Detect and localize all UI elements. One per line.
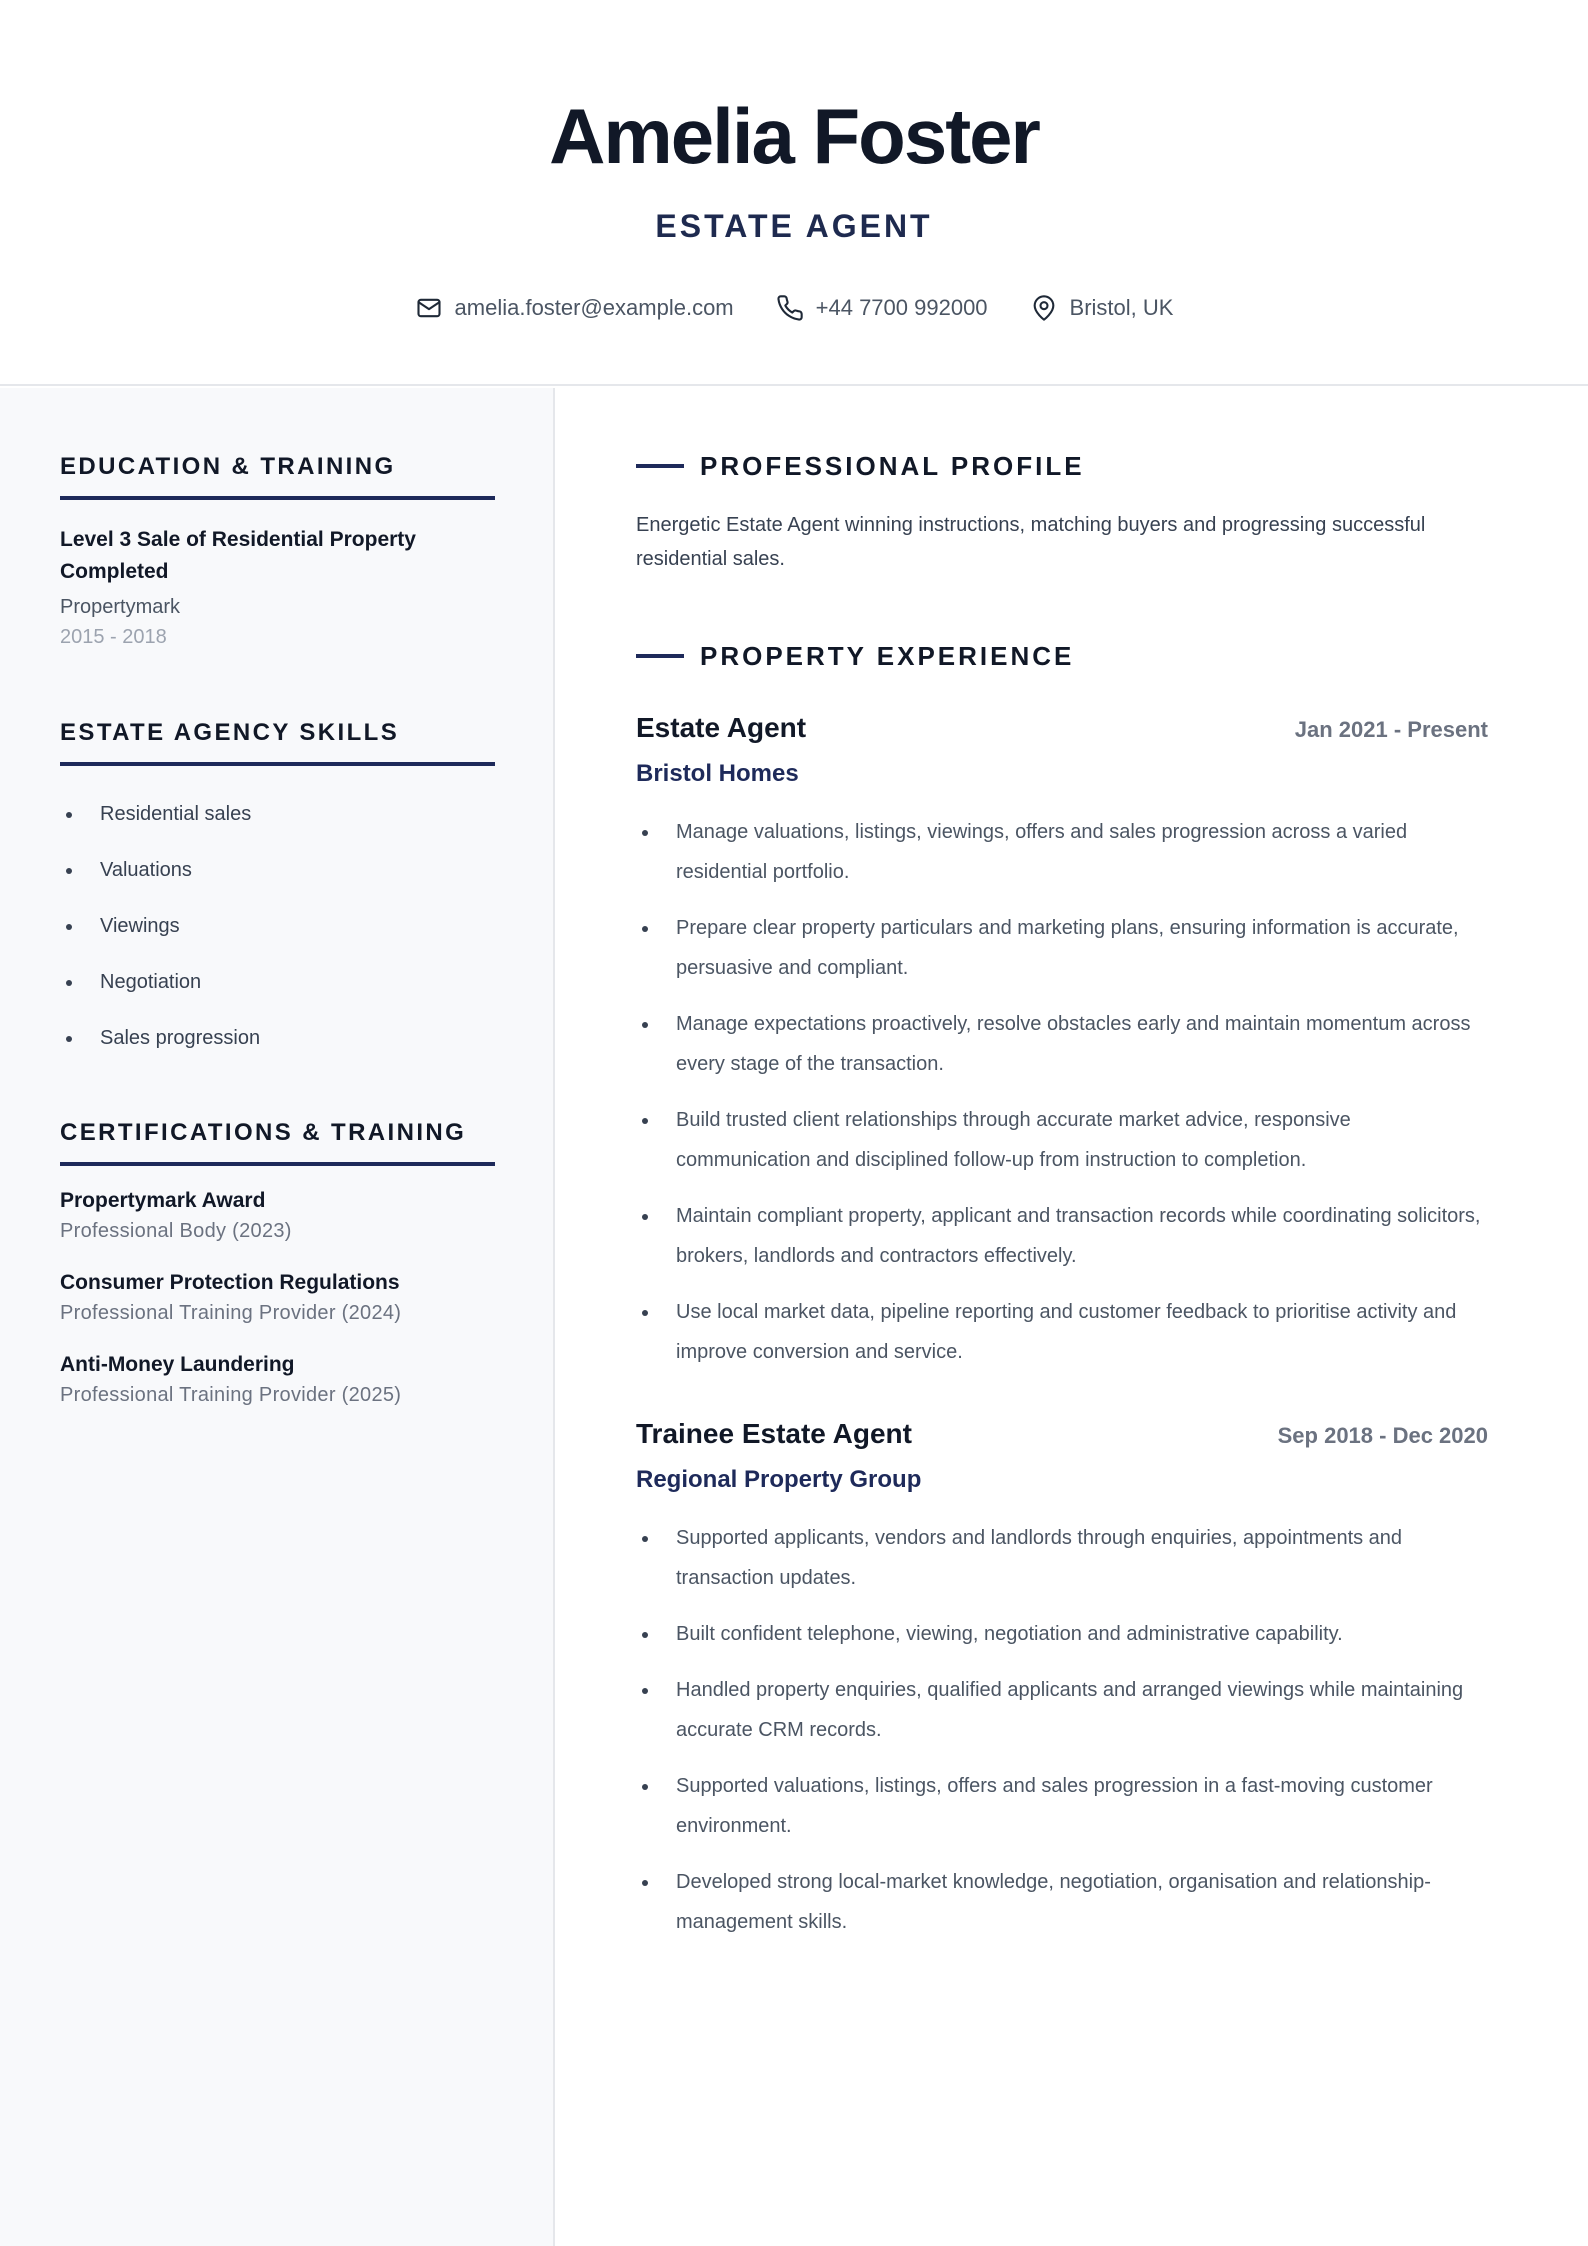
skill-item: Viewings [60,898,495,954]
job-role: ESTATE AGENT [655,208,933,244]
contact-email-text: amelia.foster@example.com [454,295,734,320]
education-institution: Propertymark [60,596,181,618]
education-qualification: Level 3 Sale of Residential Property Completed [60,528,416,583]
job-title: Estate Agent [636,712,807,743]
certification-name: Anti-Money Laundering [60,1353,295,1376]
skill-item: Negotiation [60,954,495,1010]
skill-item: Sales progression [60,1010,495,1066]
certification-name: Consumer Protection Regulations [60,1271,400,1294]
education-section [60,452,495,652]
job-dates: Sep 2018 - Dec 2020 [1277,1423,1488,1448]
job-company: Regional Property Group [636,1466,922,1493]
heading-accent-bar [636,654,684,658]
sidebar [0,388,555,2246]
certification-item [60,1350,495,1410]
job-bullet: Manage expectations proactively, resolve obstacles early and maintain momentum across every stage of the transaction. [636,1004,1488,1084]
contact-phone[interactable] [776,290,988,326]
certification-issuer: Professional Body (2023) [60,1220,292,1242]
job-bullet: Build trusted client relationships through accurate market advice, responsive communication and disciplined follow-up from instruction to completion. [636,1100,1488,1180]
certifications-section [60,1118,495,1410]
job-bullet: Maintain compliant property, applicant and transaction records while coordinating solicitors, brokers, landlords and contractors effectively. [636,1196,1488,1276]
certification-item [60,1186,495,1246]
job-bullet: Manage valuations, listings, viewings, offers and sales progression across a varied residential portfolio. [636,812,1488,892]
certification-item [60,1268,495,1328]
experience-heading-label: PROPERTY EXPERIENCE [700,641,1075,671]
certification-issuer: Professional Training Provider (2025) [60,1384,402,1406]
job-bullet: Handled property enquiries, qualified applicants and arranged viewings while maintaining accurate CRM records. [636,1670,1488,1750]
job-bullet: Use local market data, pipeline reporting and customer feedback to prioritise activity and improve conversion and service. [636,1292,1488,1372]
profile-heading-label: PROFESSIONAL PROFILE [700,451,1085,481]
resume-header [0,0,1588,386]
skills-section [60,718,495,1066]
skills-list [60,786,495,1066]
candidate-name: Amelia Foster [549,92,1039,180]
certifications-heading: CERTIFICATIONS & TRAINING [60,1118,495,1166]
phone-icon [776,294,804,322]
contact-location-text: Bristol, UK [1069,295,1174,320]
job-bullet: Built confident telephone, viewing, negotiation and administrative capability. [636,1614,1488,1654]
job-bullet: Prepare clear property particulars and marketing plans, ensuring information is accurate, persuasive and compliant. [636,908,1488,988]
job-entry [636,1416,1488,1958]
job-header [636,1416,1488,1454]
certification-issuer: Professional Training Provider (2024) [60,1302,402,1324]
job-bullet: Supported applicants, vendors and landlords through enquiries, appointments and transaction updates. [636,1518,1488,1598]
experience-heading [636,640,1074,672]
job-bullets [636,812,1488,1372]
contact-bar [0,290,1588,326]
skills-heading: ESTATE AGENCY SKILLS [60,718,495,766]
job-company: Bristol Homes [636,760,799,787]
profile-heading [636,450,1085,482]
profile-summary: Energetic Estate Agent winning instructions, matching buyers and progressing successful residential sales. [636,514,1426,570]
job-entry [636,710,1488,1388]
contact-location [1030,290,1174,326]
education-heading: EDUCATION & TRAINING [60,452,495,500]
job-bullets [636,1518,1488,1942]
mail-icon [415,294,443,322]
contact-email[interactable] [415,290,734,326]
skill-item: Valuations [60,842,495,898]
skill-item: Residential sales [60,786,495,842]
heading-accent-bar [636,464,684,468]
job-dates: Jan 2021 - Present [1294,717,1488,742]
job-header [636,710,1488,748]
job-bullet: Supported valuations, listings, offers and sales progression in a fast-moving customer environment. [636,1766,1488,1846]
contact-phone-text: +44 7700 992000 [815,295,988,320]
job-title: Trainee Estate Agent [636,1418,912,1449]
location-pin-icon [1030,294,1058,322]
job-bullet: Developed strong local-market knowledge, negotiation, organisation and relationship-management skills. [636,1862,1488,1942]
education-years: 2015 - 2018 [60,626,167,648]
certification-name: Propertymark Award [60,1189,266,1212]
